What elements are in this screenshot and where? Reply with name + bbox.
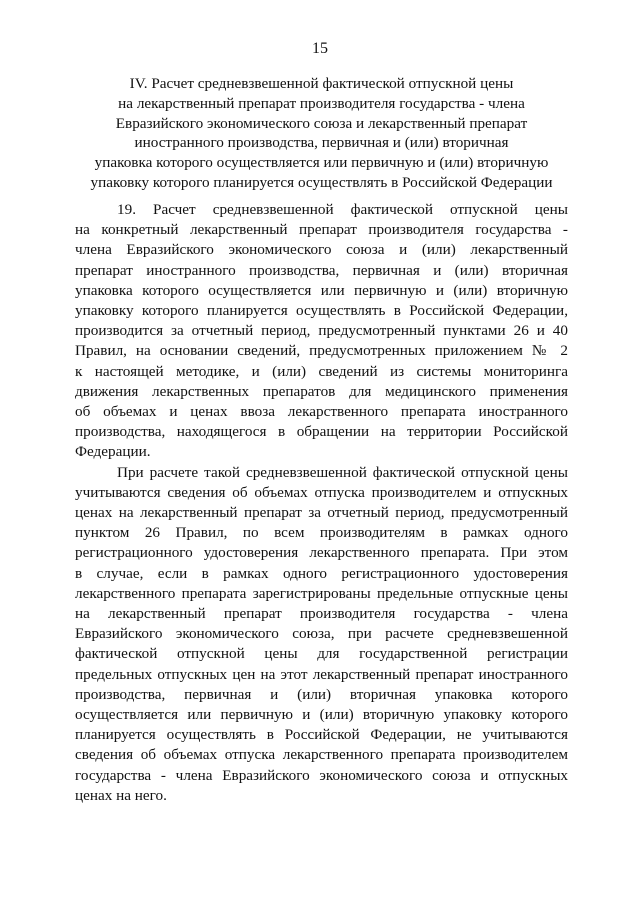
heading-line: Евразийского экономического союза и лекарственный препарат xyxy=(115,114,528,132)
text-line: к настоящей методике, и (или) сведений из системы мониторинга xyxy=(75,362,568,380)
text-line: 19. Расчет средневзвешенной фактической отпускной цены xyxy=(117,201,568,218)
text-line: производства, находящегося в обращении на территории Российской xyxy=(75,423,568,441)
text-line: ценах на него. xyxy=(75,786,167,804)
page-number: 15 xyxy=(312,40,328,57)
text-line: упаковка которого осуществляется или первичную и (или) вторичную xyxy=(75,281,568,299)
text-line: фактической отпускной цены для государственной регистрации xyxy=(75,645,568,663)
text-line: лекарственного препарата зарегистрированы предельные отпускные цены xyxy=(75,584,568,602)
text-line: на лекарственный препарат производителя государства - члена xyxy=(75,605,568,623)
text-line: в случае, если в рамках одного регистрационного удостоверения xyxy=(75,564,568,582)
heading-line: IV. Расчет средневзвешенной фактической отпускной цены xyxy=(129,75,514,92)
text-line: Евразийского экономического союза, при расчете средневзвешенной xyxy=(75,625,568,643)
heading-line: упаковка которого осуществляется или первичную и (или) вторичную xyxy=(94,154,549,172)
paragraph-19 xyxy=(75,200,568,463)
text-line: предельных отпускных цен на этот лекарственный препарат иностранного xyxy=(75,665,568,683)
text-line: пунктом 26 Правил, по всем производителям в рамках одного xyxy=(75,524,568,542)
text-line: регистрационного удостоверения лекарственного препарата. При этом xyxy=(75,544,568,562)
text-line: государства - члена Евразийского экономического союза и отпускных xyxy=(75,766,568,784)
text-line: об объемах и ценах ввоза лекарственного препарата иностранного xyxy=(75,403,568,421)
text-line: учитываются сведения об объемах отпуска производителем и отпускных xyxy=(75,483,568,501)
heading-line: на лекарственный препарат производителя государства - члена xyxy=(118,94,525,112)
paragraph-calculation-note xyxy=(75,463,568,806)
text-line: планируется осуществлять в Российской Федерации, не учитываются xyxy=(75,726,568,744)
text-line: осуществляется или первичную и (или) вторичную упаковку которого xyxy=(75,706,568,724)
heading-line: упаковку которого планируется осуществлять в Российской Федерации xyxy=(90,173,553,191)
text-line: сведения об объемах отпуска лекарственного препарата производителем xyxy=(75,746,568,764)
text-line: упаковку которого планируется осуществлять в Российской Федерации, xyxy=(75,302,568,320)
text-line: производства, первичная и (или) вторичная упаковка которого xyxy=(75,685,568,703)
text-line: производится за отчетный период, предусмотренный пунктами 26 и 40 xyxy=(75,322,568,340)
text-line: на конкретный лекарственный препарат производителя государства - xyxy=(75,221,568,239)
text-line: ценах на лекарственный препарат за отчетный период, предусмотренный xyxy=(75,504,568,522)
section-heading xyxy=(74,74,569,193)
text-line: движения лекарственных препаратов для медицинского применения xyxy=(75,382,568,400)
text-line: Федерации. xyxy=(75,443,151,461)
document-body xyxy=(75,200,568,806)
text-line: При расчете такой средневзвешенной фактической отпускной цены xyxy=(117,463,568,481)
text-line: Правил, на основании сведений, предусмотренных приложением № 2 xyxy=(75,342,568,360)
text-line: препарат иностранного производства, первичная и (или) вторичная xyxy=(75,261,568,279)
text-line: члена Евразийского экономического союза и (или) лекарственный xyxy=(75,241,568,259)
heading-line: иностранного производства, первичная и (или) вторичная xyxy=(134,134,509,152)
